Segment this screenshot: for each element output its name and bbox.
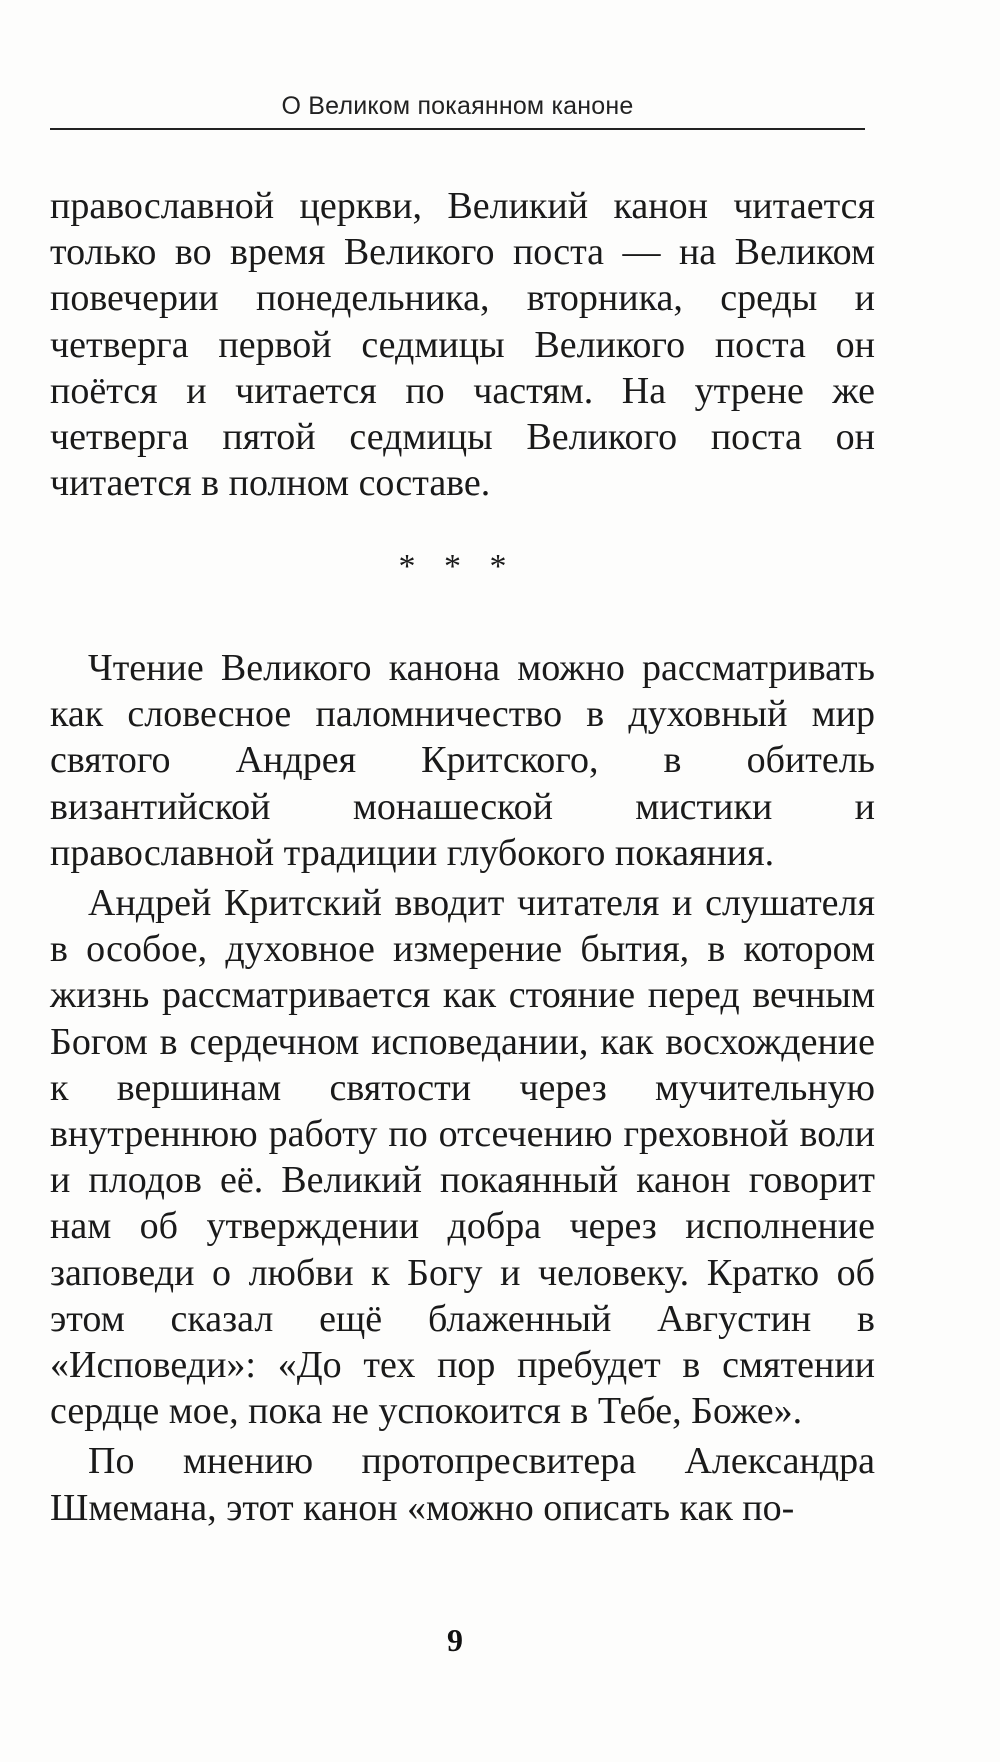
paragraph-reading-canon: Чтение Великого канона можно рассматривать как словесное паломничество в духовный мир святого Андрея Критского, в обитель византийской монашеской мистики и православной традиции глубокого покаяния. — [50, 647, 875, 874]
paragraph-schmemann: По мнению протопресвитера Александра Шмемана, этот канон «можно описать как по- — [50, 1440, 875, 1529]
section-separator: * * * — [398, 548, 517, 585]
text-block-top — [50, 183, 875, 506]
text-block-main — [50, 645, 875, 1535]
paragraph-andrew-of-crete: Андрей Критский вводит читателя и слушателя в особое, духовное измерение бытия, в котором жизнь рассматривается как стояние перед вечным Богом в сердечном исповедании, как восхождение к вершинам святости через мучительную внутреннюю работу по отсечению греховной воли и плодов её. Великий покаянный канон говорит нам об утверждении добра через исполнение заповеди о любви к Богу и человеку. Кратко об этом сказал ещё блаженный Августин в «Исповеди»: «До тех пор пребудет в смятении сердце мое, пока не успокоится в Тебе, Боже». — [50, 882, 875, 1433]
paragraph-continued: православной церкви, Великий канон читается только во время Великого поста — на Великом повечерии понедельника, вторника, среды и четверга первой седмицы Великого поста он поётся и читается по частям. На утрене же четверга пятой седмицы Великого поста он читается в полном составе. — [50, 185, 875, 505]
running-head-title: О Великом покаянном каноне — [281, 92, 634, 120]
header-rule — [50, 128, 865, 130]
page-number: 9 — [447, 1622, 463, 1658]
